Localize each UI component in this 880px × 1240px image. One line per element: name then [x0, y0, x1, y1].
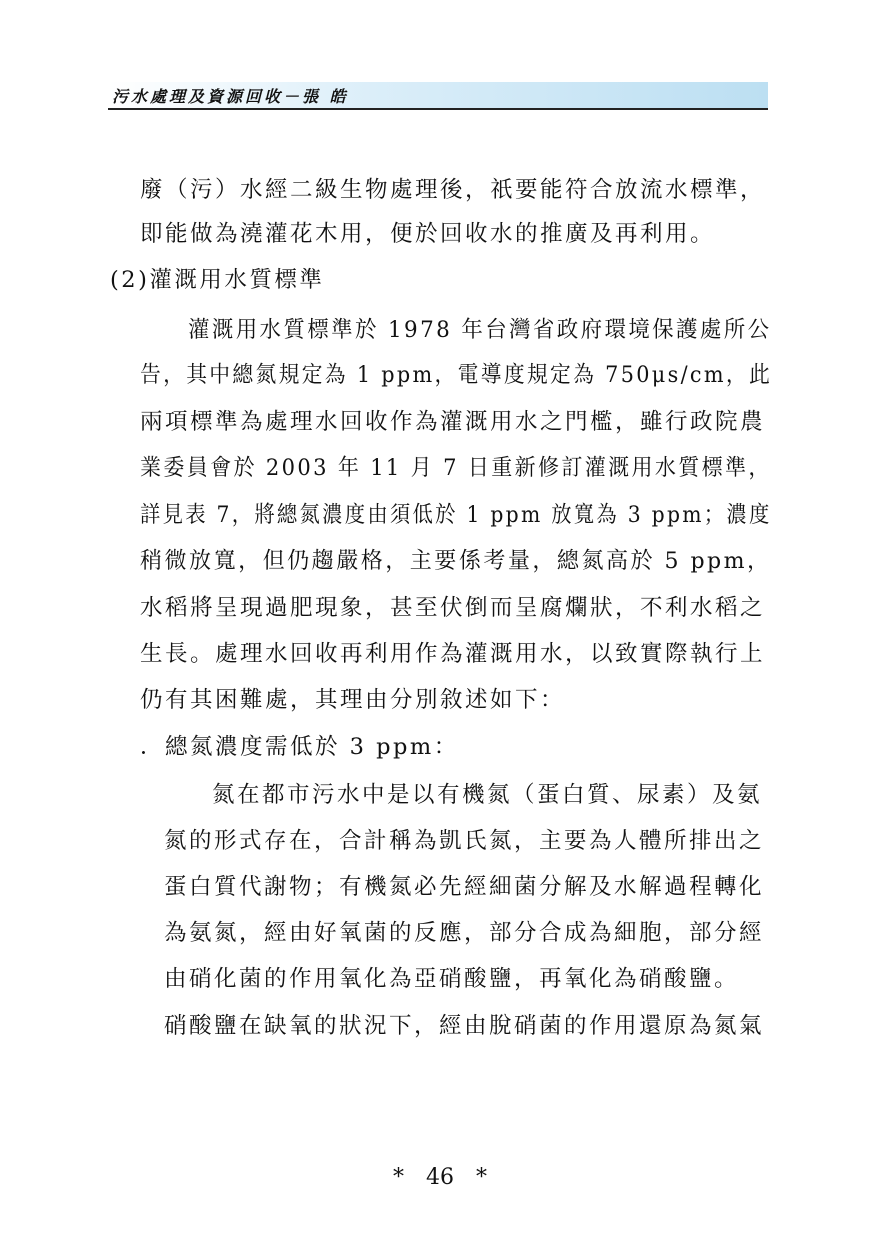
text-line: 水稻將呈現過肥現象，甚至伏倒而呈腐爛狀，不利水稻之 [140, 595, 766, 621]
text-line: 蛋白質代謝物；有機氮必先經細菌分解及水解過程轉化 [164, 874, 765, 900]
text-line: 廢（污）水經二級生物處理後，祇要能符合放流水標準， [140, 177, 766, 203]
section-heading: (2)灌溉用水質標準 [110, 267, 325, 293]
text-line: 即能做為澆灌花木用，便於回收水的推廣及再利用。 [140, 221, 716, 247]
text-line: 氮在都市污水中是以有機氮（蛋白質、尿素）及氨 [212, 782, 763, 808]
page-number: * 46 * [393, 1165, 487, 1190]
text-line: 告，其中總氮規定為 1 ppm，電導度規定為 750μs/cm，此 [140, 362, 773, 388]
text-line: 為氨氮，經由好氧菌的反應，部分合成為細胞，部分經 [164, 920, 765, 946]
text-line: 硝酸鹽在缺氧的狀況下，經由脫硝菌的作用還原為氮氣 [164, 1013, 765, 1039]
text-line: 生長。處理水回收再利用作為灌溉用水，以致實際執行上 [140, 641, 766, 667]
text-line: 由硝化菌的作用氧化為亞硝酸鹽，再氧化為硝酸鹽。 [164, 966, 740, 992]
text-line: 仍有其困難處，其理由分別敘述如下： [140, 687, 566, 713]
text-line: 業委員會於 2003 年 11 月 7 日重新修訂灌溉用水質標準， [140, 455, 772, 481]
text-line: 灌溉用水質標準於 1978 年台灣省政府環境保護處所公 [188, 317, 772, 343]
text-line: 氮的形式存在，合計稱為凱氏氮，主要為人體所排出之 [164, 828, 765, 854]
text-line: 兩項標準為處理水回收作為灌溉用水之門檻，雖行政院農 [140, 409, 766, 435]
running-header: 污水處理及資源回收－張 皓 [112, 87, 349, 106]
bullet-heading: ．總氮濃度需低於 3 ppm： [140, 734, 459, 760]
text-line: 詳見表 7，將總氮濃度由須低於 1 ppm 放寬為 3 ppm；濃度 [140, 502, 772, 528]
text-line: 稍微放寬，但仍趨嚴格，主要係考量，總氮高於 5 ppm， [140, 548, 772, 574]
